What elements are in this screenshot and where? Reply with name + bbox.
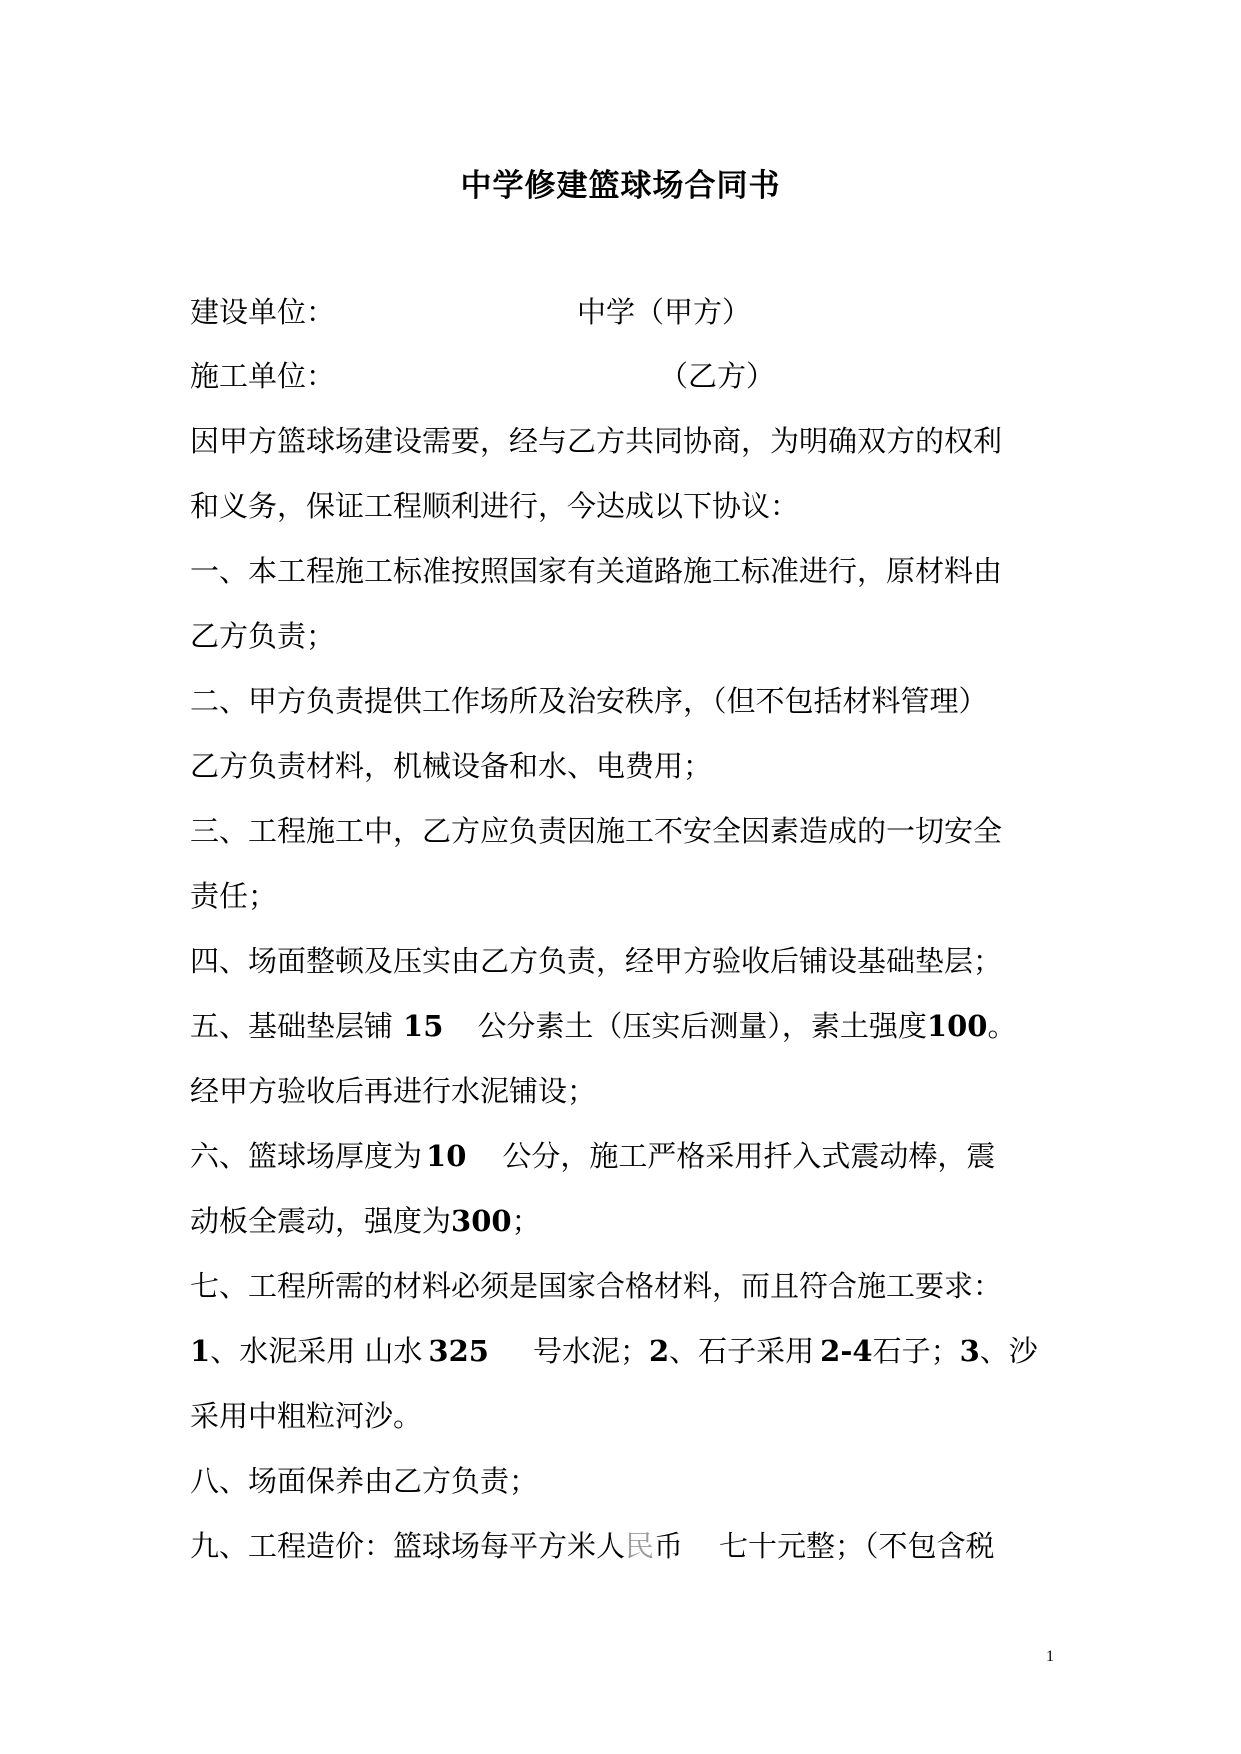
clause-7-text-h: 石子； bbox=[872, 1334, 960, 1368]
clause-7-text-j: 、沙 bbox=[979, 1334, 1038, 1368]
builder-row bbox=[190, 292, 752, 332]
clause-4-line-1: 四、场面整顿及压实由乙方负责，经甲方验收后铺设基础垫层； bbox=[190, 944, 1003, 978]
clause-6-text-2a: 动板全震动，强度为 bbox=[190, 1204, 452, 1238]
clause-2-line-1: 二、甲方负责提供工作场所及治安秩序，（但不包括材料管理） bbox=[190, 684, 988, 718]
clause-7-num-3: 3 bbox=[959, 1334, 980, 1368]
clause-7-text-d: 号水泥； bbox=[532, 1334, 649, 1368]
clause-7-text-b: 、水泥采用 山水 bbox=[210, 1334, 423, 1368]
contractor-row bbox=[190, 356, 776, 396]
clause-8-line-1: 八、场面保养由乙方负责； bbox=[190, 1464, 539, 1498]
clause-1-line-2: 乙方负责； bbox=[190, 619, 336, 653]
clause-6-number-10: 10 bbox=[426, 1139, 467, 1173]
clause-3-line-1: 三、工程施工中，乙方应负责因施工不安全因素造成的一切安全 bbox=[190, 814, 1003, 848]
clause-3-line-2: 责任； bbox=[190, 879, 278, 913]
clause-5-text-c: 公分素土（压实后测量），素土强度 bbox=[477, 1009, 927, 1043]
clause-7-text-f: 、石子采用 bbox=[669, 1334, 815, 1368]
clause-1-line-1: 一、本工程施工标准按照国家有关道路施工标准进行，原材料由 bbox=[190, 554, 1003, 588]
clause-7-num-2: 2 bbox=[648, 1334, 670, 1368]
clause-7-line-2 bbox=[190, 1331, 1038, 1371]
clause-9-text-a: 九、工程造价：篮球场每平方米人 bbox=[190, 1529, 626, 1563]
clause-7-line-3: 采用中粗粒河沙。 bbox=[190, 1399, 423, 1433]
clause-7-number-2-4: 2-4 bbox=[820, 1334, 873, 1368]
clause-6-text-2c: ； bbox=[511, 1204, 541, 1238]
clause-6-text-a: 六、篮球场厚度为 bbox=[190, 1139, 423, 1173]
clause-6-number-300: 300 bbox=[451, 1204, 512, 1238]
clause-5-text-a: 五、基础垫层铺 bbox=[190, 1009, 394, 1043]
clause-9-text-d: 七十元整；（不包含税 bbox=[719, 1529, 995, 1563]
clause-7-number-325: 325 bbox=[428, 1334, 489, 1368]
clause-7-num-1: 1 bbox=[190, 1334, 211, 1368]
clause-2-line-2: 乙方负责材料，机械设备和水、电费用； bbox=[190, 749, 713, 783]
clause-5-text-e: 。 bbox=[987, 1009, 1017, 1043]
clause-5-number-100: 100 bbox=[926, 1009, 988, 1043]
clause-5-line-2: 经甲方验收后再进行水泥铺设； bbox=[190, 1074, 597, 1108]
contractor-label: 施工单位： bbox=[190, 359, 336, 393]
clause-6-line-2 bbox=[190, 1201, 541, 1241]
clause-9-text-c: 币 bbox=[654, 1529, 684, 1563]
clause-6-line-1 bbox=[190, 1136, 995, 1176]
intro-line-1: 因甲方篮球场建设需要，经与乙方共同协商，为明确双方的权利 bbox=[190, 424, 1003, 458]
builder-value: 中学（甲方） bbox=[577, 295, 752, 329]
contract-title: 中学修建篮球场合同书 bbox=[460, 168, 781, 204]
contractor-value: （乙方） bbox=[659, 359, 776, 393]
clause-5-line-1 bbox=[190, 1006, 1016, 1046]
clause-7-line-1: 七、工程所需的材料必须是国家合格材料，而且符合施工要求： bbox=[190, 1269, 1003, 1303]
clause-5-number-15: 15 bbox=[403, 1009, 444, 1043]
intro-line-2: 和义务，保证工程顺利进行，今达成以下协议： bbox=[190, 489, 800, 523]
clause-6-text-c: 公分，施工严格采用扦入式震动棒，震 bbox=[502, 1139, 996, 1173]
builder-label: 建设单位： bbox=[190, 295, 336, 329]
page-number: 1 bbox=[1046, 1648, 1054, 1665]
clause-9-faded-char: 民 bbox=[625, 1529, 655, 1563]
clause-9-line-1 bbox=[190, 1526, 995, 1566]
